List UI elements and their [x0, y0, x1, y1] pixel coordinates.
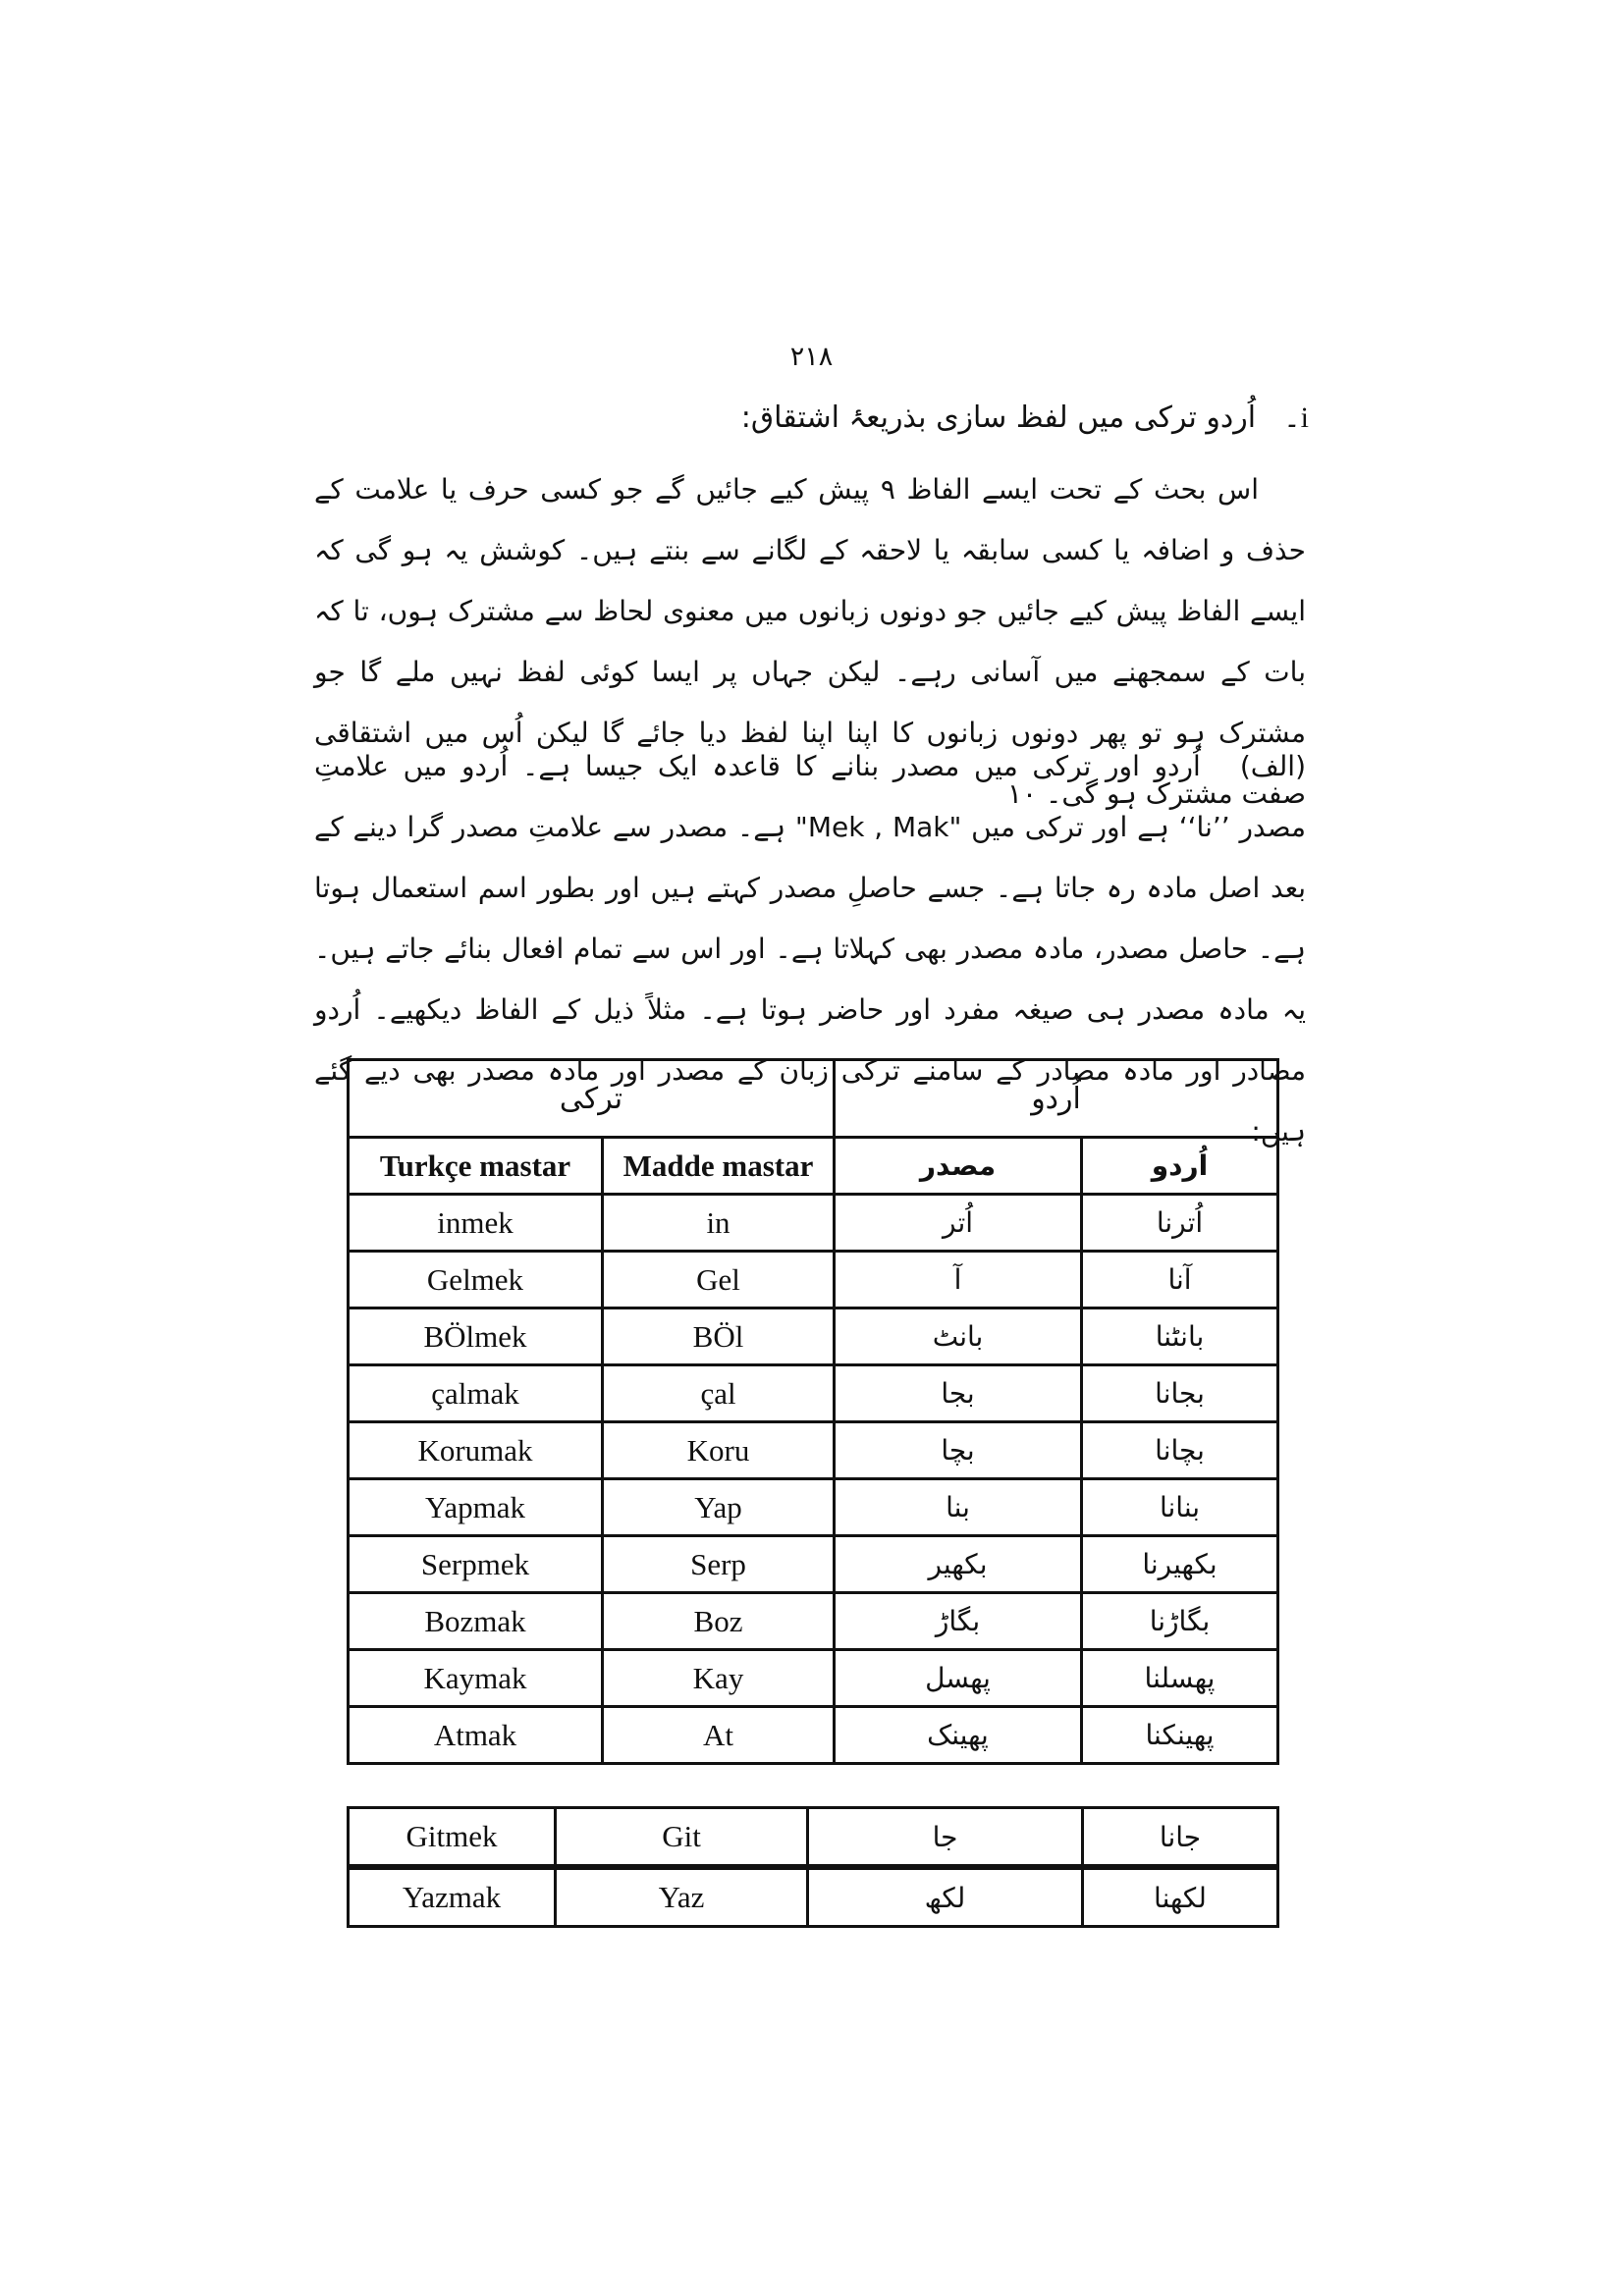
turkish-infinitive-cell: Yazmak: [349, 1869, 556, 1927]
urdu-infinitive-cell: بجانا: [1082, 1365, 1278, 1422]
turkish-infinitive-cell: Korumak: [349, 1422, 603, 1479]
urdu-root-cell: بچا: [835, 1422, 1082, 1479]
turkish-root-cell: in: [603, 1195, 835, 1252]
turkish-infinitive-cell: Yapmak: [349, 1479, 603, 1536]
turkish-infinitive-cell: Kaymak: [349, 1650, 603, 1707]
urdu-root-cell: اُتر: [835, 1195, 1082, 1252]
turkish-root-cell: BÖl: [603, 1308, 835, 1365]
urdu-infinitive-cell: جانا: [1083, 1808, 1278, 1866]
urdu-infinitive-cell: بنانا: [1082, 1479, 1278, 1536]
paragraph-intro: اس بحث کے تحت ایسے الفاظ ۹ پیش کیے جائیں گے جو کسی حرف یا علامت کے حذف و اضافہ یا کسی سابقہ یا لاحقہ کے لگانے سے بنتے ہیں۔ کوشش یہ ہو گی کہ ایسے الفاظ پیش کیے جائیں جو دونوں زبانوں میں معنوی لحاظ سے مشترک ہوں، تا کہ بات کے سمجھنے میں آسانی رہے۔ لیکن جہاں پر ایسا کوئی لفظ نہیں ملے گا جو مشترک ہو تو پھر دونوں زبانوں کا اپنا اپنا لفظ دیا جائے گا لیکن اُس میں اشتقاقی صفت مشترک ہو گی۔ ۱۰: [314, 473, 1306, 810]
table-row: [349, 1593, 1278, 1650]
table-row: [349, 1422, 1278, 1479]
section-number: i۔: [1283, 401, 1309, 434]
urdu-root-cell: بانٹ: [835, 1308, 1082, 1365]
turkish-root-cell: At: [603, 1707, 835, 1764]
turkish-root-cell: Boz: [603, 1593, 835, 1650]
extra-table-row-block: [347, 1806, 1279, 1867]
turkish-root-cell: Koru: [603, 1422, 835, 1479]
table-row: [349, 1308, 1278, 1365]
urdu-infinitive-cell: پھسلنا: [1082, 1650, 1278, 1707]
urdu-root-cell: بگاڑ: [835, 1593, 1082, 1650]
table-row: [349, 1479, 1278, 1536]
urdu-infinitive-cell: آنا: [1082, 1252, 1278, 1308]
paragraph-tag: (الف): [1239, 750, 1306, 782]
urdu-root-cell: پھینک: [835, 1707, 1082, 1764]
turkish-infinitive-cell: çalmak: [349, 1365, 603, 1422]
turkish-root-cell: çal: [603, 1365, 835, 1422]
table-row: [349, 1650, 1278, 1707]
section-heading: [741, 400, 1309, 435]
turkish-infinitive-cell: Bozmak: [349, 1593, 603, 1650]
urdu-infinitive-cell: لکھنا: [1083, 1869, 1278, 1927]
table-row: [349, 1707, 1278, 1764]
urdu-infinitive-cell: بگاڑنا: [1082, 1593, 1278, 1650]
comparison-table: [347, 1058, 1279, 1765]
urdu-root-cell: بجا: [835, 1365, 1082, 1422]
turkish-root-cell: Yap: [603, 1479, 835, 1536]
table-row: [349, 1365, 1278, 1422]
col-header-urdu: اُردو: [1082, 1138, 1278, 1195]
col-header-turkish-root: Madde mastar: [603, 1138, 835, 1195]
table-row: [349, 1252, 1278, 1308]
paragraph-alif-text: اُردو اور ترکی میں مصدر بنانے کا قاعدہ ایک جیسا ہے۔ اُردو میں علامتِ مصدر ’’نا‘‘ ہے اور ترکی میں "Mek , Mak" ہے۔ مصدر سے علامتِ مصدر گرا دینے کے بعد اصل مادہ رہ جاتا ہے۔ جسے حاصلِ مصدر کہتے ہیں اور بطور اسم استعمال ہوتا ہے۔ حاصل مصدر، مادہ مصدر بھی کہلاتا ہے۔ اور اس سے تمام افعال بنائے جاتے ہیں۔ یہ مادہ مصدر ہی صیغہ مفرد اور حاضر ہوتا ہے۔ مثلاً ذیل کے الفاظ دیکھیے۔ اُردو مصادر اور مادہ مصادر کے سامنے ترکی زبان کے مصدر اور مادہ مصدر بھی دیے گئے ہیں:: [314, 750, 1306, 1148]
urdu-root-cell: بنا: [835, 1479, 1082, 1536]
urdu-root-cell: جا: [808, 1808, 1083, 1866]
turkish-infinitive-cell: BÖlmek: [349, 1308, 603, 1365]
turkish-infinitive-cell: inmek: [349, 1195, 603, 1252]
table-row: [349, 1869, 1278, 1927]
group-header-turkish: ترکی: [349, 1060, 835, 1138]
turkish-root-cell: Git: [556, 1808, 808, 1866]
turkish-infinitive-cell: Atmak: [349, 1707, 603, 1764]
turkish-infinitive-cell: Gelmek: [349, 1252, 603, 1308]
page-number: ۲۱۸: [789, 342, 834, 372]
section-title: اُردو ترکی میں لفظ سازی بذریعۂ اشتقاق:: [740, 400, 1257, 435]
turkish-infinitive-cell: Gitmek: [349, 1808, 556, 1866]
table-row: [349, 1808, 1278, 1866]
urdu-infinitive-cell: بکھیرنا: [1082, 1536, 1278, 1593]
group-header-urdu: اُردو: [835, 1060, 1278, 1138]
col-header-turkish-infinitive: Turkçe mastar: [349, 1138, 603, 1195]
turkish-root-cell: Gel: [603, 1252, 835, 1308]
table-row: [349, 1195, 1278, 1252]
urdu-infinitive-cell: اُترنا: [1082, 1195, 1278, 1252]
urdu-infinitive-cell: بچانا: [1082, 1422, 1278, 1479]
urdu-root-cell: بکھیر: [835, 1536, 1082, 1593]
urdu-root-cell: لکھ: [808, 1869, 1083, 1927]
turkish-root-cell: Yaz: [556, 1869, 808, 1927]
urdu-root-cell: پھسل: [835, 1650, 1082, 1707]
urdu-root-cell: آ: [835, 1252, 1082, 1308]
turkish-root-cell: Kay: [603, 1650, 835, 1707]
turkish-infinitive-cell: Serpmek: [349, 1536, 603, 1593]
col-header-masdar: مصدر: [835, 1138, 1082, 1195]
table-row: [349, 1536, 1278, 1593]
turkish-root-cell: Serp: [603, 1536, 835, 1593]
extra-table-row-block: [347, 1867, 1279, 1928]
urdu-infinitive-cell: بانٹنا: [1082, 1308, 1278, 1365]
urdu-infinitive-cell: پھینکنا: [1082, 1707, 1278, 1764]
